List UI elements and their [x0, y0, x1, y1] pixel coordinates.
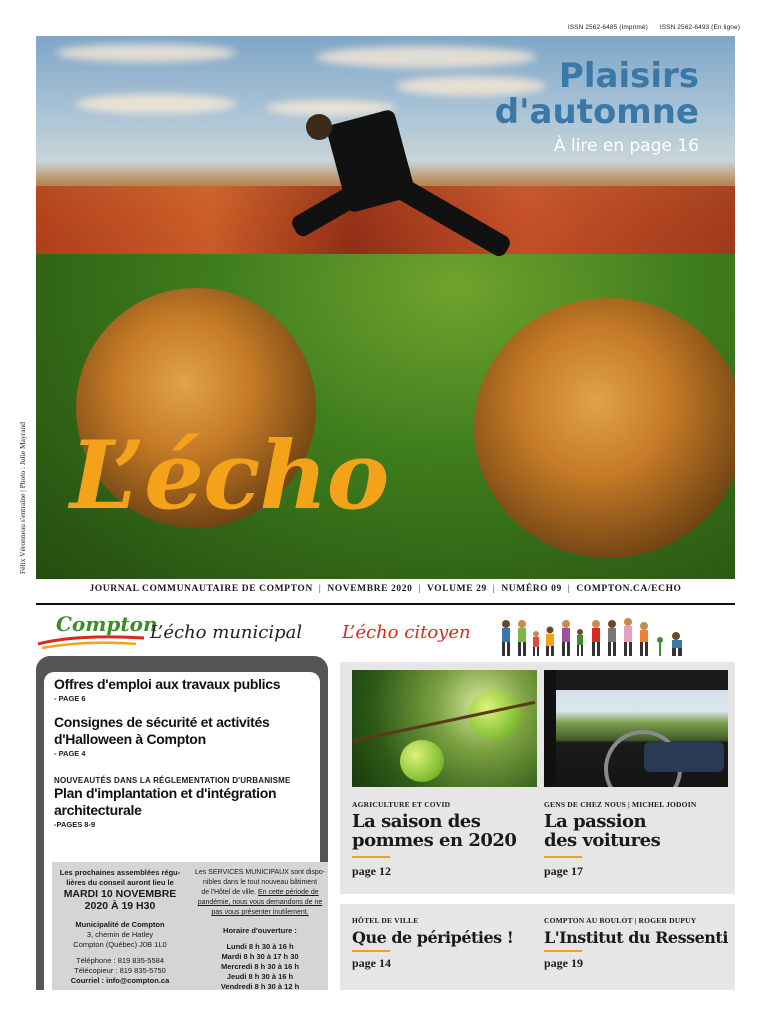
services-info	[194, 868, 326, 992]
municipal-info-box	[52, 862, 328, 990]
section-municipal-title: L’écho municipal	[150, 622, 303, 643]
assemblies-line2: lières du conseil auront lieu le	[66, 878, 174, 887]
article-institute-rule	[544, 950, 582, 952]
assemblies-line1: Les prochaines assemblées régu-	[59, 868, 181, 877]
lecho-logo: L’écho	[70, 421, 389, 531]
hours-wednesday: Mercredi 8 h 30 à 16 h	[221, 962, 299, 971]
article-cars-title-l1: La passion	[544, 811, 647, 832]
feature-title-line1: Plaisirs	[558, 56, 699, 96]
assembly-time: 2020 À 19 H30	[84, 900, 156, 912]
article-townhall-rule	[352, 950, 390, 952]
issn-online: ISSN 2562-6493 (En ligne)	[659, 24, 740, 31]
masthead-rule	[36, 603, 735, 605]
article-cars-kicker: GENS DE CHEZ NOUS | MICHEL JODOIN	[544, 800, 697, 809]
item-kicker: NOUVEAUTÉS DANS LA RÉGLEMENTATION D'URBANISME	[54, 776, 291, 785]
assemblies-info	[56, 868, 184, 986]
municipal-item-halloween[interactable]	[54, 714, 269, 758]
feature-title-line2: d'automne	[494, 92, 699, 132]
article-apples-title[interactable]	[352, 812, 516, 850]
article-institute-title[interactable]: L'Institut du Ressenti	[544, 928, 728, 947]
article-apples-title-l2: pommes en 2020	[352, 830, 517, 851]
hours-friday: Vendredi 8 h 30 à 12 h	[220, 982, 300, 991]
article-apples-kicker: AGRICULTURE ET COVID	[352, 800, 451, 809]
item-page: -PAGES 8-9	[54, 820, 96, 829]
article-townhall-page[interactable]: page 14	[352, 956, 391, 970]
item-title-l2: architecturale	[54, 802, 142, 818]
compton-logo-text: Compton	[56, 612, 158, 636]
hours-thursday: Jeudi 8 h 30 à 16 h	[226, 972, 294, 981]
volume: VOLUME 29	[426, 584, 487, 594]
article-cars-title-l2: des voitures	[544, 830, 661, 851]
journal-name: JOURNAL COMMUNAUTAIRE DE COMPTON	[89, 584, 313, 594]
article-cars-title[interactable]	[544, 812, 660, 850]
issn-line	[558, 24, 740, 31]
item-title-l1: Consignes de sécurité et activités	[54, 714, 270, 730]
contact-fax: Télécopieur : 819 835-5750	[74, 966, 166, 975]
article-apples-page[interactable]: page 12	[352, 864, 391, 878]
feature-headline	[495, 58, 699, 156]
municipal-item-jobs[interactable]	[54, 676, 280, 703]
article-townhall-kicker: HÔTEL DE VILLE	[352, 916, 419, 925]
website[interactable]: COMPTON.CA/ECHO	[576, 584, 682, 594]
article-townhall-title[interactable]: Que de péripéties !	[352, 928, 514, 947]
cover-photo	[36, 36, 735, 579]
hours-tuesday: Mardi 8 h 30 à 17 h 30	[221, 952, 299, 961]
services-line5: pas vous présenter inutilement.	[211, 909, 309, 916]
municipal-item-urbanism[interactable]	[54, 776, 291, 829]
apple-photo	[352, 670, 537, 787]
contact-name: Municipalité de Compton	[75, 920, 165, 929]
article-apples-title-l1: La saison des	[352, 811, 481, 832]
article-institute-page[interactable]: page 19	[544, 956, 583, 970]
services-line3: de l'Hôtel de ville.	[201, 889, 256, 896]
item-page: - PAGE 4	[54, 749, 86, 758]
article-cars-page[interactable]: page 17	[544, 864, 583, 878]
section-citoyen-title: L’écho citoyen	[342, 622, 471, 643]
hay-bale-right	[474, 298, 735, 558]
item-title-l2: d'Halloween à Compton	[54, 731, 206, 747]
issn-print: ISSN 2562-6485 (Imprimé)	[567, 24, 648, 31]
feature-subtitle: À lire en page 16	[553, 136, 699, 156]
contact-address1: 3, chemin de Hatley	[86, 930, 154, 939]
issue-number: NUMÉRO 09	[501, 584, 562, 594]
citizens-illustration-icon	[496, 618, 692, 658]
masthead-info-bar: JOURNAL COMMUNAUTAIRE DE COMPTON | NOVEMBRE 2020 | VOLUME 29 | NUMÉRO 09 | COMPTON.CA/ECHO	[89, 584, 682, 594]
services-line4: pandémie, nous vous demandons de ne	[197, 899, 323, 906]
contact-address2: Compton (Québec) J0B 1L0	[73, 940, 167, 949]
issue-date: NOVEMBRE 2020	[327, 584, 413, 594]
article-institute-kicker: COMPTON AU BOULOT | ROGER DUPUY	[544, 916, 697, 925]
item-title-l1: Plan d'implantation et d'intégration	[54, 785, 277, 801]
hours-title: Horaire d'ouverture :	[223, 926, 297, 935]
services-line3-underlined: En cette période de	[257, 889, 319, 896]
assembly-date: MARDI 10 NOVEMBRE	[63, 888, 177, 900]
services-line1: Les SERVICES MUNICIPAUX sont dispo-	[194, 869, 326, 876]
item-title: Offres d'emploi aux travaux publics	[54, 676, 281, 692]
item-page: - PAGE 6	[54, 694, 86, 703]
hours-monday: Lundi 8 h 30 à 16 h	[226, 942, 294, 951]
photo-credit: Félix Véronneau s'entraîne | Photo : Julie Mayrand	[18, 421, 27, 574]
contact-email[interactable]: Courriel : info@compton.ca	[70, 976, 170, 985]
article-apples-rule	[352, 856, 390, 858]
article-cars-rule	[544, 856, 582, 858]
car-photo	[544, 670, 728, 787]
contact-phone[interactable]: Téléphone : 819 835-5584	[76, 956, 164, 965]
services-line2: nibles dans le tout nouveau bâtiment	[202, 879, 318, 886]
municipal-panel	[36, 656, 328, 990]
compton-logo	[36, 612, 158, 658]
